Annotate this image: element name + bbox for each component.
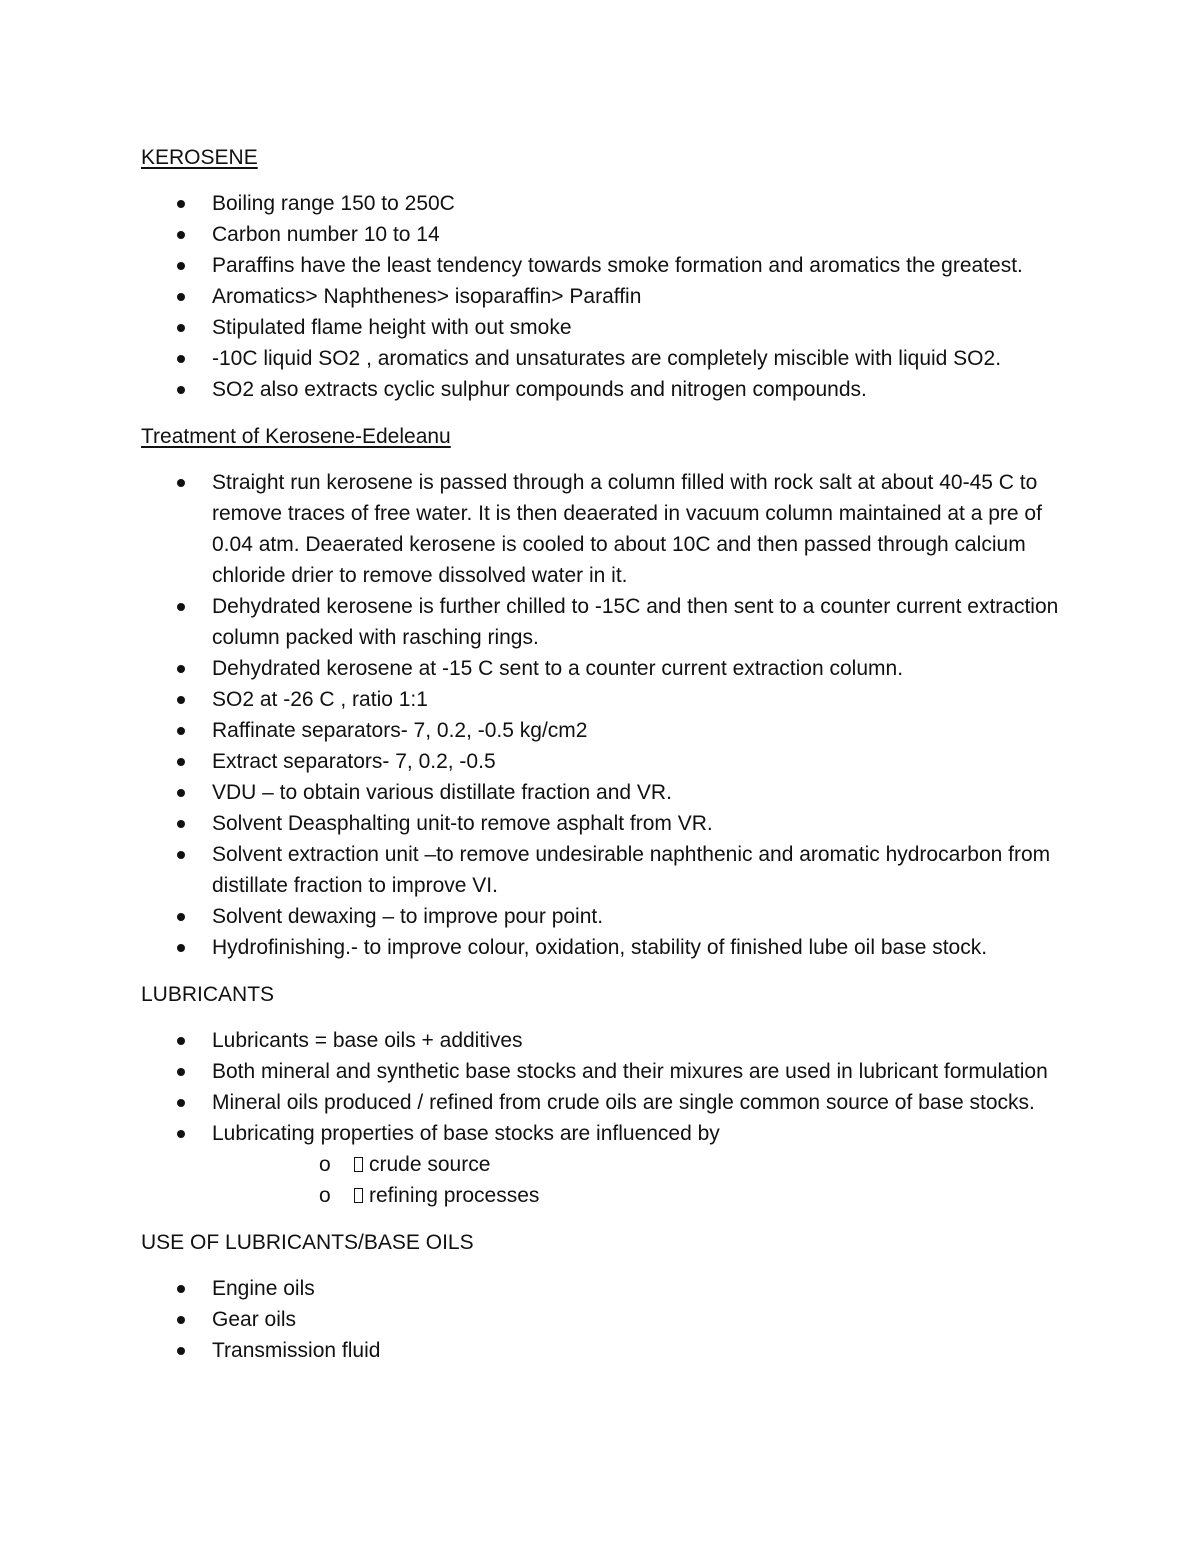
bullet-icon xyxy=(177,324,185,332)
list-item xyxy=(141,1025,1071,1056)
list-item xyxy=(141,808,1071,839)
missing-glyph-icon xyxy=(354,1188,363,1203)
list-item xyxy=(141,1273,1071,1304)
list-item xyxy=(141,684,1071,715)
list-item-text: SO2 also extracts cyclic sulphur compounds and nitrogen compounds. xyxy=(212,378,867,401)
use-bullet-list xyxy=(141,1273,1071,1366)
list-item-text: Dehydrated kerosene at -15 C sent to a counter current extraction column. xyxy=(212,657,904,680)
bullet-icon xyxy=(177,913,185,921)
bullet-icon xyxy=(177,293,185,301)
sub-list-item-text: crude source xyxy=(369,1153,491,1176)
missing-glyph-icon xyxy=(354,1157,363,1172)
list-item-text: Mineral oils produced / refined from crude oils are single common source of base stocks. xyxy=(212,1091,1035,1114)
list-item xyxy=(141,591,1071,653)
bullet-icon xyxy=(177,386,185,394)
bullet-icon xyxy=(177,758,185,766)
list-item xyxy=(141,1335,1071,1366)
list-item-text: Both mineral and synthetic base stocks and their mixures are used in lubricant formulation xyxy=(212,1060,1048,1083)
bullet-icon xyxy=(177,1099,185,1107)
bullet-icon xyxy=(177,231,185,239)
list-item-text: Extract separators- 7, 0.2, -0.5 xyxy=(212,750,496,773)
list-item xyxy=(141,467,1071,591)
bullet-icon xyxy=(177,1130,185,1138)
sub-bullet-marker: o xyxy=(319,1184,331,1207)
section-heading-kerosene: KEROSENE xyxy=(141,146,258,169)
list-item-text: Solvent dewaxing – to improve pour point. xyxy=(212,905,604,928)
list-item xyxy=(141,312,1071,343)
list-item-text: Gear oils xyxy=(212,1308,297,1331)
lubricants-bullet-list xyxy=(141,1025,1071,1211)
bullet-icon xyxy=(177,820,185,828)
list-item-text: Solvent Deasphalting unit-to remove asphalt from VR. xyxy=(212,812,713,835)
list-item-text: Straight run kerosene is passed through a column filled with rock salt at about 40-45 C to remove traces of free water. It is then deaerated in vacuum column maintained at a pre of 0.04 atm. Deaerated kerosene is cooled to about 10C and then passed through calcium chloride drier to remove dissolved water in it. xyxy=(212,471,1042,587)
list-item-text: Raffinate separators- 7, 0.2, -0.5 kg/cm2 xyxy=(212,719,588,742)
list-item-text: Boiling range 150 to 250C xyxy=(212,192,455,215)
list-item-text: Dehydrated kerosene is further chilled to -15C and then sent to a counter current extraction column packed with rasching rings. xyxy=(212,595,1059,649)
list-item xyxy=(141,374,1071,405)
list-item xyxy=(141,777,1071,808)
list-item xyxy=(141,932,1071,963)
bullet-icon xyxy=(177,200,185,208)
list-item xyxy=(141,250,1071,281)
bullet-icon xyxy=(177,262,185,270)
bullet-icon xyxy=(177,944,185,952)
list-item-text: Paraffins have the least tendency towards smoke formation and aromatics the greatest. xyxy=(212,254,1023,277)
list-item-text: SO2 at -26 C , ratio 1:1 xyxy=(212,688,428,711)
list-item-text: Engine oils xyxy=(212,1277,315,1300)
bullet-icon xyxy=(177,789,185,797)
list-item-text: Stipulated flame height with out smoke xyxy=(212,316,572,339)
sub-bullet-marker: o xyxy=(319,1153,331,1176)
section-heading-treatment: Treatment of Kerosene-Edeleanu xyxy=(141,425,451,448)
bullet-icon xyxy=(177,696,185,704)
list-item xyxy=(141,219,1071,250)
list-item-text: VDU – to obtain various distillate fraction and VR. xyxy=(212,781,672,804)
list-item xyxy=(141,839,1071,901)
list-item xyxy=(141,1056,1071,1087)
bullet-icon xyxy=(177,1347,185,1355)
influence-sub-list xyxy=(212,1149,1071,1211)
bullet-icon xyxy=(177,1068,185,1076)
sub-list-item xyxy=(212,1149,1071,1180)
list-item-text: Lubricating properties of base stocks are influenced by xyxy=(212,1122,720,1145)
bullet-icon xyxy=(177,851,185,859)
bullet-icon xyxy=(177,727,185,735)
bullet-icon xyxy=(177,603,185,611)
list-item-text: Aromatics> Naphthenes> isoparaffin> Paraffin xyxy=(212,285,642,308)
list-item xyxy=(141,746,1071,777)
section-heading-lubricants: LUBRICANTS xyxy=(141,983,275,1006)
list-item xyxy=(141,1304,1071,1335)
bullet-icon xyxy=(177,1285,185,1293)
bullet-icon xyxy=(177,665,185,673)
sub-list-item xyxy=(212,1180,1071,1211)
list-item-text: Solvent extraction unit –to remove undesirable naphthenic and aromatic hydrocarbon from distillate fraction to improve VI. xyxy=(212,843,1051,897)
bullet-icon xyxy=(177,1316,185,1324)
bullet-icon xyxy=(177,1037,185,1045)
list-item xyxy=(141,188,1071,219)
document-body xyxy=(141,142,1071,1382)
treatment-bullet-list xyxy=(141,467,1071,963)
list-item xyxy=(141,653,1071,684)
list-item-text: -10C liquid SO2 , aromatics and unsaturates are completely miscible with liquid SO2. xyxy=(212,347,1002,370)
kerosene-bullet-list xyxy=(141,188,1071,405)
list-item-text: Lubricants = base oils + additives xyxy=(212,1029,523,1052)
sub-list-item-text: refining processes xyxy=(369,1184,540,1207)
list-item xyxy=(141,901,1071,932)
list-item xyxy=(141,343,1071,374)
list-item xyxy=(141,281,1071,312)
list-item-text: Carbon number 10 to 14 xyxy=(212,223,440,246)
list-item-text: Transmission fluid xyxy=(212,1339,381,1362)
list-item xyxy=(141,1087,1071,1118)
list-item-text: Hydrofinishing.- to improve colour, oxidation, stability of finished lube oil base stock. xyxy=(212,936,988,959)
list-item xyxy=(141,715,1071,746)
bullet-icon xyxy=(177,355,185,363)
bullet-icon xyxy=(177,479,185,487)
section-heading-use-of-lubricants: USE OF LUBRICANTS/BASE OILS xyxy=(141,1231,474,1254)
list-item xyxy=(141,1118,1071,1211)
